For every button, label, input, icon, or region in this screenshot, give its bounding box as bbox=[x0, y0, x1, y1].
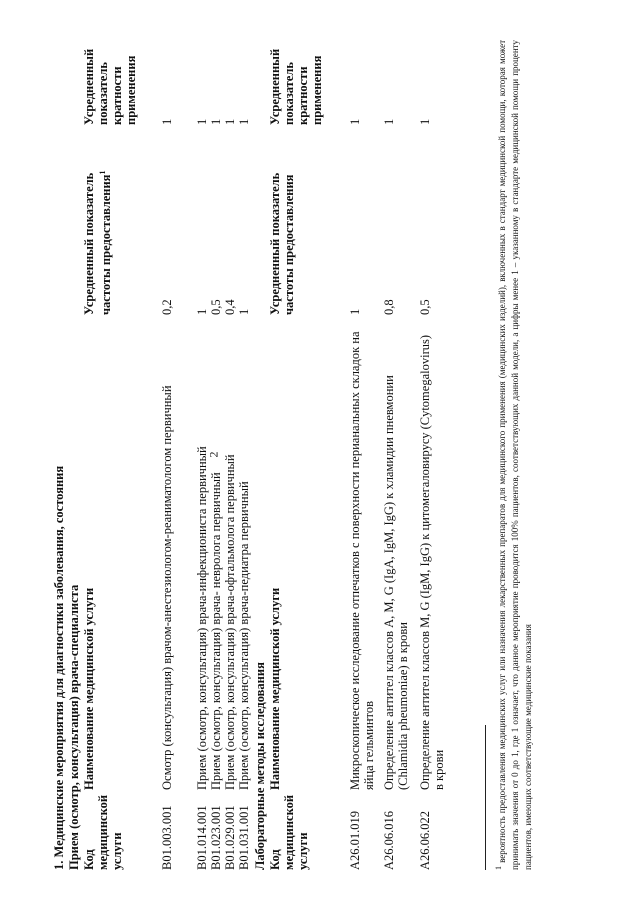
table2-header-multiplicity: Усредненный показатель кратности применения bbox=[268, 48, 324, 125]
table2-header-code: Код медицинской услуги bbox=[268, 794, 310, 870]
page-number: 2 bbox=[206, 451, 221, 458]
row-frequency: 1 bbox=[195, 308, 209, 315]
section-title: 1. Медицинские мероприятия для диагностики заболевания, состояния bbox=[52, 465, 66, 870]
footnote-text: вероятность предоставления медицинских услуг или назначения лекарственных препаратов для медицинского применения (медицинских изделий), включенных в стандарт медицинской помощи, которая может принимать значения от 0 до 1, где 1 означает, что данное мероприятие проводится 100% пациентов, соответствующих данной модели, а цифры менее 1 – указанному в стандарте медицинской помощи проценту пациентов, имеющих соответствующие медицинские показания bbox=[497, 39, 533, 870]
row-multiplicity: 1 bbox=[418, 118, 432, 125]
row-multiplicity: 1 bbox=[160, 118, 174, 125]
row-multiplicity: 1 bbox=[195, 118, 209, 125]
row-name: Прием (осмотр, консультация) врача-офтальмолога первичный bbox=[223, 454, 237, 790]
row-code: B01.031.001 bbox=[237, 805, 251, 870]
table1-header-name: Наименование медицинской услуги bbox=[82, 587, 96, 790]
table1-header-code: Код медицинской услуги bbox=[82, 794, 124, 870]
row-name: Прием (осмотр, консультация) врача-педиатра первичный bbox=[237, 481, 251, 790]
row-frequency: 0,5 bbox=[209, 299, 223, 315]
row-name: Прием (осмотр, консультация) врача-инфекциониста первичный bbox=[195, 446, 209, 790]
row-code: B01.023.001 bbox=[209, 805, 223, 870]
row-multiplicity: 1 bbox=[237, 118, 251, 125]
row-frequency: 0,4 bbox=[223, 299, 237, 315]
rotated-document-body bbox=[30, 30, 610, 870]
row-code: B01.014.001 bbox=[195, 805, 209, 870]
table1-header-multiplicity: Усредненный показатель кратности применения bbox=[82, 48, 138, 125]
row-frequency: 1 bbox=[237, 308, 251, 315]
footnote bbox=[492, 40, 535, 870]
row-frequency: 0,5 bbox=[418, 299, 432, 315]
row-multiplicity: 1 bbox=[209, 118, 223, 125]
row-multiplicity: 1 bbox=[348, 118, 362, 125]
row-name: Микроскопическое исследование отпечатков с поверхности перианальных складок на яйца гельминтов bbox=[348, 331, 376, 790]
row-multiplicity: 1 bbox=[223, 118, 237, 125]
table2-header-frequency: Усредненный показатель частоты предоставления bbox=[268, 172, 296, 315]
row-code: A26.01.019 bbox=[348, 810, 362, 870]
row-code: B01.029.001 bbox=[223, 805, 237, 870]
row-name: Определение антител классов M, G (IgM, IgG) к цитомегаловирусу (Cytomegalovirus) в крови bbox=[418, 334, 446, 790]
row-name: Прием (осмотр, консультация) врача- невролога первичный bbox=[209, 472, 223, 790]
row-code: A26.06.022 bbox=[418, 810, 432, 870]
section-subtitle: Прием (осмотр, консультация) врача-специалиста bbox=[67, 584, 81, 870]
table2-header-name: Наименование медицинской услуги bbox=[268, 587, 282, 790]
row-code: A26.06.016 bbox=[382, 810, 396, 870]
footnote-divider bbox=[485, 725, 486, 870]
row-code: B01.003.001 bbox=[160, 805, 174, 870]
row-frequency: 1 bbox=[348, 308, 362, 315]
footnote-marker: 1 bbox=[494, 866, 503, 870]
row-frequency: 0,8 bbox=[382, 299, 396, 315]
footnote-marker: 1 bbox=[98, 170, 107, 175]
table1-header-frequency: Усредненный показатель частоты предоставления$^1$ bbox=[82, 170, 114, 315]
row-multiplicity: 1 bbox=[382, 118, 396, 125]
row-name: Определение антител классов A, M, G (IgA, IgM, IgG) к хламидии пневмонии (Chlamidia pheumoniae) в крови bbox=[382, 375, 410, 790]
row-frequency: 0,2 bbox=[160, 299, 174, 315]
row-name: Осмотр (консультация) врачом-анестезиологом-реаниматологом первичный bbox=[160, 385, 174, 790]
lab-section-title: Лабораторные методы исследования bbox=[253, 662, 267, 870]
